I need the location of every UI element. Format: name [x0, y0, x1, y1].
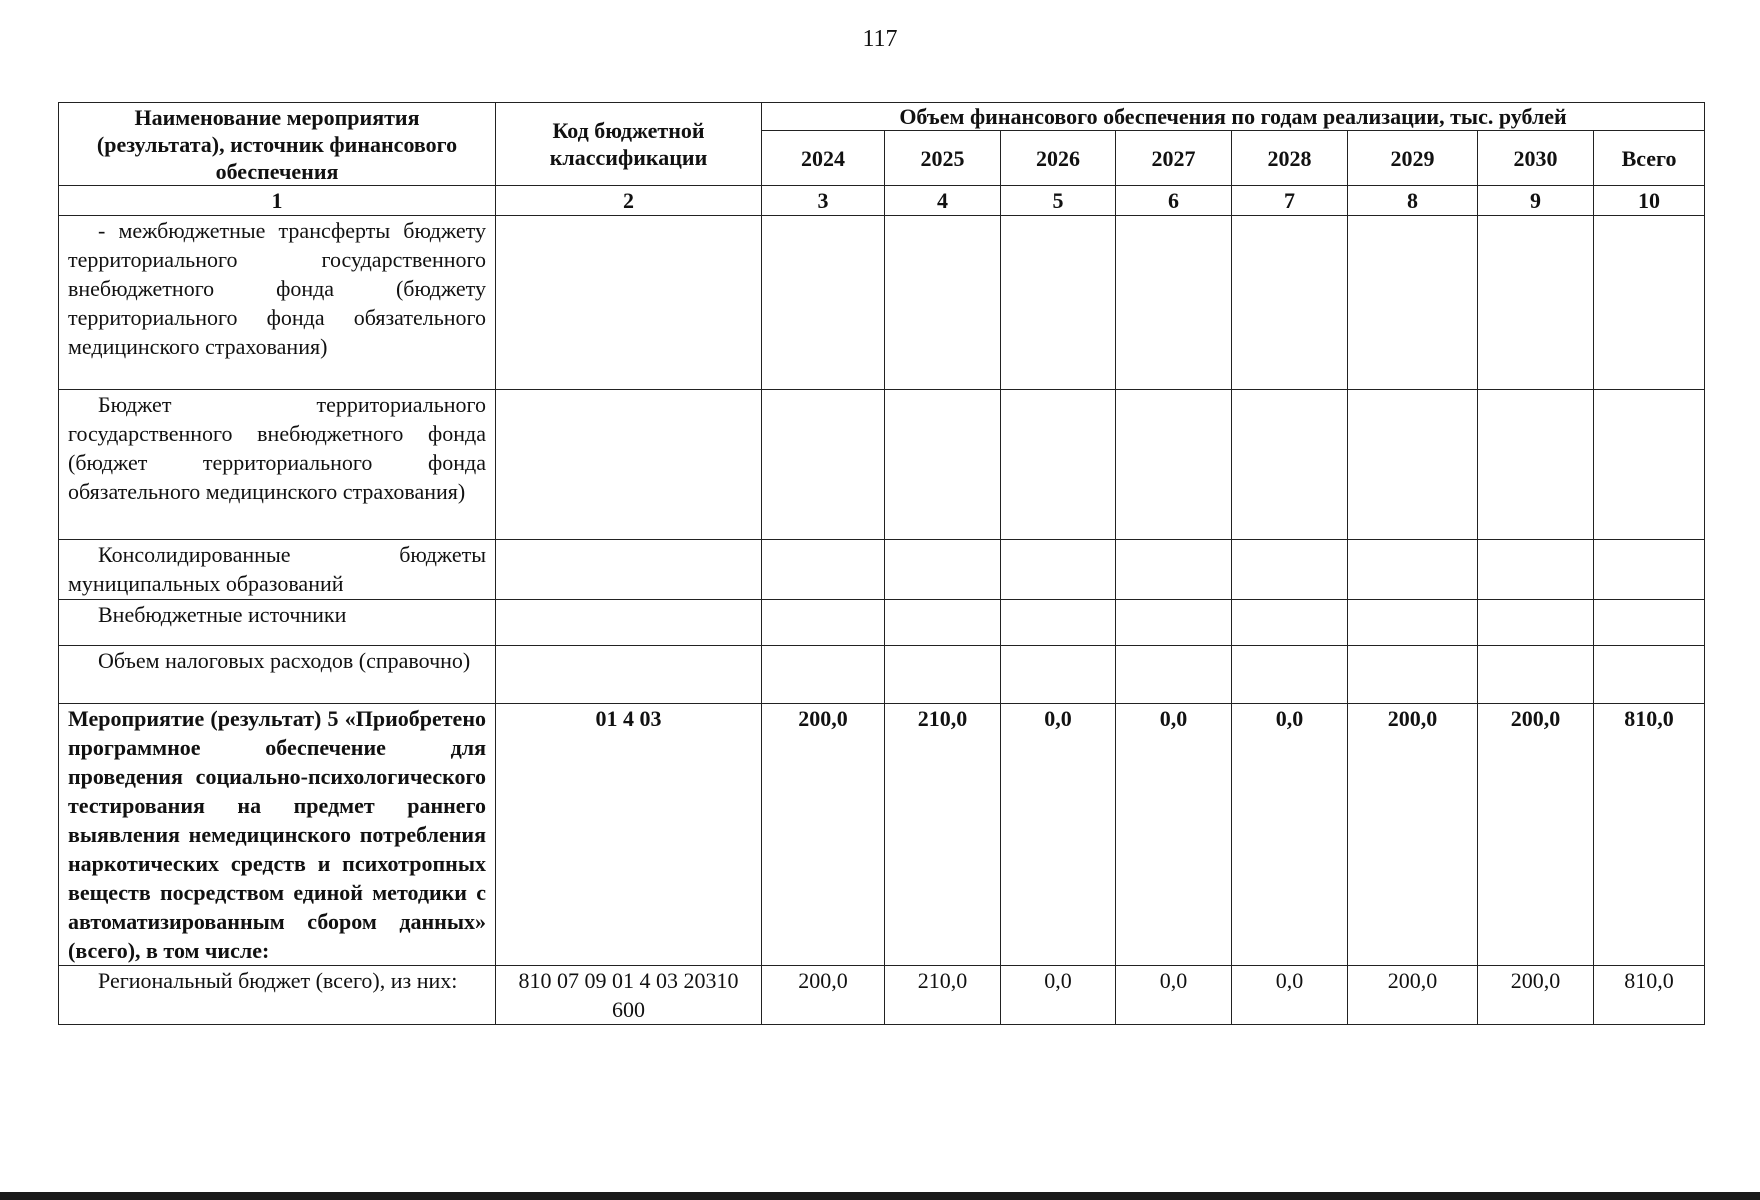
row-code [496, 540, 762, 600]
row-value [1594, 390, 1705, 540]
row-value: 0,0 [1232, 704, 1348, 966]
row-value [885, 540, 1001, 600]
row-code: 810 07 09 01 4 03 20310 600 [496, 966, 762, 1025]
row-value: 200,0 [1348, 966, 1478, 1025]
header-row-top [59, 103, 1705, 131]
table-row [59, 540, 1705, 600]
column-number: 9 [1478, 186, 1594, 216]
header-name: Наименование мероприятия (результата), источник финансового обеспечения [59, 103, 496, 186]
row-name: Внебюджетные источники [59, 600, 496, 646]
row-value: 200,0 [1478, 966, 1594, 1025]
row-name: Консолидированные бюджеты муниципальных образований [59, 540, 496, 600]
row-value [1478, 646, 1594, 704]
row-value [885, 390, 1001, 540]
row-value [1232, 540, 1348, 600]
row-code [496, 646, 762, 704]
row-name: Бюджет территориального государственного внебюджетного фонда (бюджет территориального фонда обязательного медицинского страхования) [59, 390, 496, 540]
row-value [885, 646, 1001, 704]
header-year: 2027 [1116, 131, 1232, 186]
row-value [1232, 390, 1348, 540]
row-value [1478, 390, 1594, 540]
table-row [59, 600, 1705, 646]
row-value [1348, 646, 1478, 704]
row-value [1116, 600, 1232, 646]
row-value [1594, 540, 1705, 600]
row-value [1001, 390, 1116, 540]
row-value [1348, 390, 1478, 540]
row-name: Объем налоговых расходов (справочно) [59, 646, 496, 704]
row-value [885, 216, 1001, 390]
page-bottom-border [0, 1192, 1760, 1200]
table-row [59, 966, 1705, 1025]
row-value: 0,0 [1232, 966, 1348, 1025]
row-value: 200,0 [1478, 704, 1594, 966]
row-value: 0,0 [1001, 966, 1116, 1025]
row-value [1594, 216, 1705, 390]
row-value: 810,0 [1594, 966, 1705, 1025]
row-value [1348, 216, 1478, 390]
column-number: 1 [59, 186, 496, 216]
row-value [1001, 646, 1116, 704]
row-value: 810,0 [1594, 704, 1705, 966]
table-row [59, 216, 1705, 390]
row-value: 0,0 [1001, 704, 1116, 966]
header-year: 2025 [885, 131, 1001, 186]
financing-table [58, 102, 1705, 1025]
row-value: 200,0 [762, 966, 885, 1025]
column-number: 7 [1232, 186, 1348, 216]
column-number: 4 [885, 186, 1001, 216]
row-value [1478, 600, 1594, 646]
row-value [762, 216, 885, 390]
header-year: 2030 [1478, 131, 1594, 186]
row-value [762, 540, 885, 600]
row-value: 210,0 [885, 966, 1001, 1025]
row-code [496, 216, 762, 390]
row-value [1116, 646, 1232, 704]
row-value [1232, 646, 1348, 704]
column-number: 6 [1116, 186, 1232, 216]
header-code: Код бюджетной классификации [496, 103, 762, 186]
row-value [1001, 600, 1116, 646]
row-name: Региональный бюджет (всего), из них: [59, 966, 496, 1025]
header-year: 2024 [762, 131, 885, 186]
row-value: 0,0 [1116, 966, 1232, 1025]
column-number: 10 [1594, 186, 1705, 216]
header-year: 2026 [1001, 131, 1116, 186]
table-row [59, 390, 1705, 540]
row-value [1348, 540, 1478, 600]
row-value [1348, 600, 1478, 646]
row-value [1001, 216, 1116, 390]
row-name: Мероприятие (результат) 5 «Приобретено программное обеспечение для проведения социально-психологического тестирования на предмет раннего выявления немедицинского потребления наркотических средств и психотропных веществ посредством единой методики с автоматизированным сбором данных» (всего), в том числе: [59, 704, 496, 966]
row-code: 01 4 03 [496, 704, 762, 966]
column-number: 3 [762, 186, 885, 216]
row-name: - межбюджетные трансферты бюджету территориального государственного внебюджетного фонда (бюджету территориального фонда обязательного медицинского страхования) [59, 216, 496, 390]
row-value [1478, 216, 1594, 390]
row-value: 210,0 [885, 704, 1001, 966]
table-row [59, 646, 1705, 704]
column-number: 5 [1001, 186, 1116, 216]
column-number: 2 [496, 186, 762, 216]
row-value: 0,0 [1116, 704, 1232, 966]
page-number: 117 [862, 26, 898, 52]
row-value [762, 600, 885, 646]
row-value [1232, 600, 1348, 646]
row-value [1116, 216, 1232, 390]
row-value [1001, 540, 1116, 600]
row-value [1478, 540, 1594, 600]
row-value [1116, 540, 1232, 600]
row-value: 200,0 [1348, 704, 1478, 966]
row-value [762, 390, 885, 540]
row-value [762, 646, 885, 704]
row-value [1232, 216, 1348, 390]
column-number-row [59, 186, 1705, 216]
row-code [496, 600, 762, 646]
row-value [1594, 600, 1705, 646]
row-code [496, 390, 762, 540]
row-value: 200,0 [762, 704, 885, 966]
header-year: 2029 [1348, 131, 1478, 186]
header-total: Всего [1594, 131, 1705, 186]
row-value [885, 600, 1001, 646]
row-value [1594, 646, 1705, 704]
row-value [1116, 390, 1232, 540]
header-year: 2028 [1232, 131, 1348, 186]
table-row-activity [59, 704, 1705, 966]
header-volume: Объем финансового обеспечения по годам реализации, тыс. рублей [762, 103, 1705, 131]
column-number: 8 [1348, 186, 1478, 216]
